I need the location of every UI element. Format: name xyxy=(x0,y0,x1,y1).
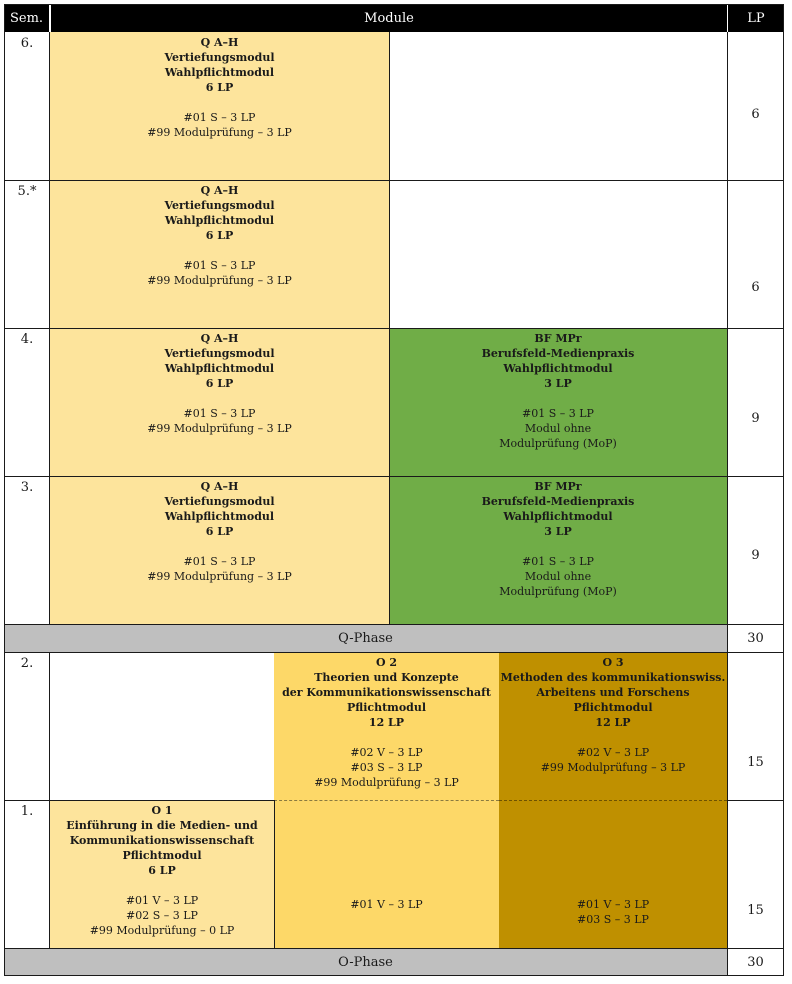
module-course: #01 S – 3 LP xyxy=(183,259,256,272)
module-name: Vertiefungsmodul xyxy=(164,347,275,360)
module-exam: #99 Modulprüfung – 0 LP xyxy=(89,924,235,937)
module-code: Q A–H xyxy=(200,36,239,49)
o-phase-label: O-Phase xyxy=(4,948,727,976)
module-lp: 6 LP xyxy=(148,864,176,877)
module-course: #01 V – 3 LP xyxy=(576,898,650,911)
module-qa-sem4 xyxy=(50,328,389,476)
module-code: BF MPr xyxy=(534,332,582,345)
row-5-lp: 6 xyxy=(751,279,760,295)
module-name: Einführung in die Medien- und xyxy=(66,819,258,832)
module-code: O 2 xyxy=(375,656,398,669)
module-name: Kommunikationswissenschaft xyxy=(69,834,255,847)
module-note: Modul ohne xyxy=(524,570,592,583)
module-type: Wahlpflichtmodul xyxy=(164,66,275,79)
module-name: Arbeitens und Forschens xyxy=(536,686,690,699)
module-exam: #99 Modulprüfung – 3 LP xyxy=(540,761,686,774)
module-name: Vertiefungsmodul xyxy=(164,495,275,508)
module-type: Wahlpflichtmodul xyxy=(164,510,275,523)
module-note: Modulprüfung (MoP) xyxy=(499,585,617,598)
row-4-semester: 4. xyxy=(20,332,34,347)
module-course: #01 S – 3 LP xyxy=(522,407,594,420)
q-phase-lp: 30 xyxy=(747,630,764,646)
module-type: Pflichtmodul xyxy=(122,849,202,862)
module-o1-sem1 xyxy=(50,800,274,948)
module-qa-sem6 xyxy=(50,32,389,180)
module-course: #01 S – 3 LP xyxy=(522,555,594,568)
module-o3-sem2 xyxy=(499,652,727,800)
module-type: Wahlpflichtmodul xyxy=(503,510,613,523)
row-3-semester: 3. xyxy=(20,480,34,495)
module-lp: 12 LP xyxy=(368,716,405,729)
module-code: Q A–H xyxy=(200,332,239,345)
module-code: O 3 xyxy=(602,656,624,669)
module-bf-sem3 xyxy=(389,476,727,624)
module-note: Modulprüfung (MoP) xyxy=(499,437,617,450)
module-type: Pflichtmodul xyxy=(346,701,427,714)
module-type: Wahlpflichtmodul xyxy=(503,362,613,375)
module-qa-sem3 xyxy=(50,476,389,624)
q-phase-label: Q-Phase xyxy=(4,624,727,652)
module-course: #01 V – 3 LP xyxy=(125,894,199,907)
row-2-lp: 15 xyxy=(747,754,764,770)
module-lp: 6 LP xyxy=(205,377,234,390)
module-course: #01 V – 3 LP xyxy=(350,898,423,911)
module-name: Methoden des kommunikationswiss. xyxy=(500,671,726,684)
module-name: Berufsfeld-Medienpraxis xyxy=(481,347,635,360)
module-lp: 3 LP xyxy=(544,525,572,538)
row-6-lp: 6 xyxy=(751,106,760,122)
row-2-semester: 2. xyxy=(20,656,34,671)
row-6-semester: 6. xyxy=(20,36,34,51)
module-o2-sem1 xyxy=(274,800,499,948)
row-3-lp: 9 xyxy=(751,547,760,563)
module-course: #03 S – 3 LP xyxy=(350,761,423,774)
module-exam: #99 Modulprüfung – 3 LP xyxy=(147,570,292,583)
module-exam: #99 Modulprüfung – 3 LP xyxy=(147,422,292,435)
module-course: #01 S – 3 LP xyxy=(183,555,256,568)
module-note: Modul ohne xyxy=(524,422,592,435)
module-name: Vertiefungsmodul xyxy=(164,51,275,64)
module-o2-sem2 xyxy=(274,652,499,800)
module-name: Vertiefungsmodul xyxy=(164,199,275,212)
module-code: Q A–H xyxy=(200,480,239,493)
row-1-lp: 15 xyxy=(747,902,764,918)
module-exam: #99 Modulprüfung – 3 LP xyxy=(147,126,292,139)
module-code: O 1 xyxy=(151,804,173,817)
module-lp: 6 LP xyxy=(205,81,234,94)
module-course: #01 S – 3 LP xyxy=(183,111,256,124)
module-course: #01 S – 3 LP xyxy=(183,407,256,420)
module-name: Berufsfeld-Medienpraxis xyxy=(481,495,635,508)
module-type: Pflichtmodul xyxy=(573,701,653,714)
module-code: BF MPr xyxy=(534,480,582,493)
row-4-lp: 9 xyxy=(751,410,760,426)
module-name: Theorien und Konzepte xyxy=(314,671,459,684)
module-type: Wahlpflichtmodul xyxy=(164,214,275,227)
module-course: #03 S – 3 LP xyxy=(577,913,649,926)
module-lp: 6 LP xyxy=(205,525,234,538)
module-lp: 6 LP xyxy=(205,229,234,242)
module-bf-sem4 xyxy=(389,328,727,476)
header-module: Module xyxy=(50,4,727,32)
module-course: #02 V – 3 LP xyxy=(350,746,423,759)
module-qa-sem5 xyxy=(50,180,389,328)
module-exam: #99 Modulprüfung – 3 LP xyxy=(314,776,459,789)
module-exam: #99 Modulprüfung – 3 LP xyxy=(147,274,292,287)
header-sem: Sem. xyxy=(4,4,49,32)
module-o3-sem1 xyxy=(499,800,727,948)
module-code: Q A–H xyxy=(200,184,239,197)
module-type: Wahlpflichtmodul xyxy=(164,362,275,375)
module-lp: 3 LP xyxy=(544,377,572,390)
row-5-semester: 5.* xyxy=(17,184,37,199)
header-lp: LP xyxy=(727,4,784,32)
row-1-semester: 1. xyxy=(20,804,34,819)
module-course: #02 V – 3 LP xyxy=(576,746,650,759)
module-course: #02 S – 3 LP xyxy=(126,909,198,922)
o-phase-lp: 30 xyxy=(747,954,764,970)
module-name: der Kommunikationswissenschaft xyxy=(282,686,491,699)
module-lp: 12 LP xyxy=(595,716,631,729)
